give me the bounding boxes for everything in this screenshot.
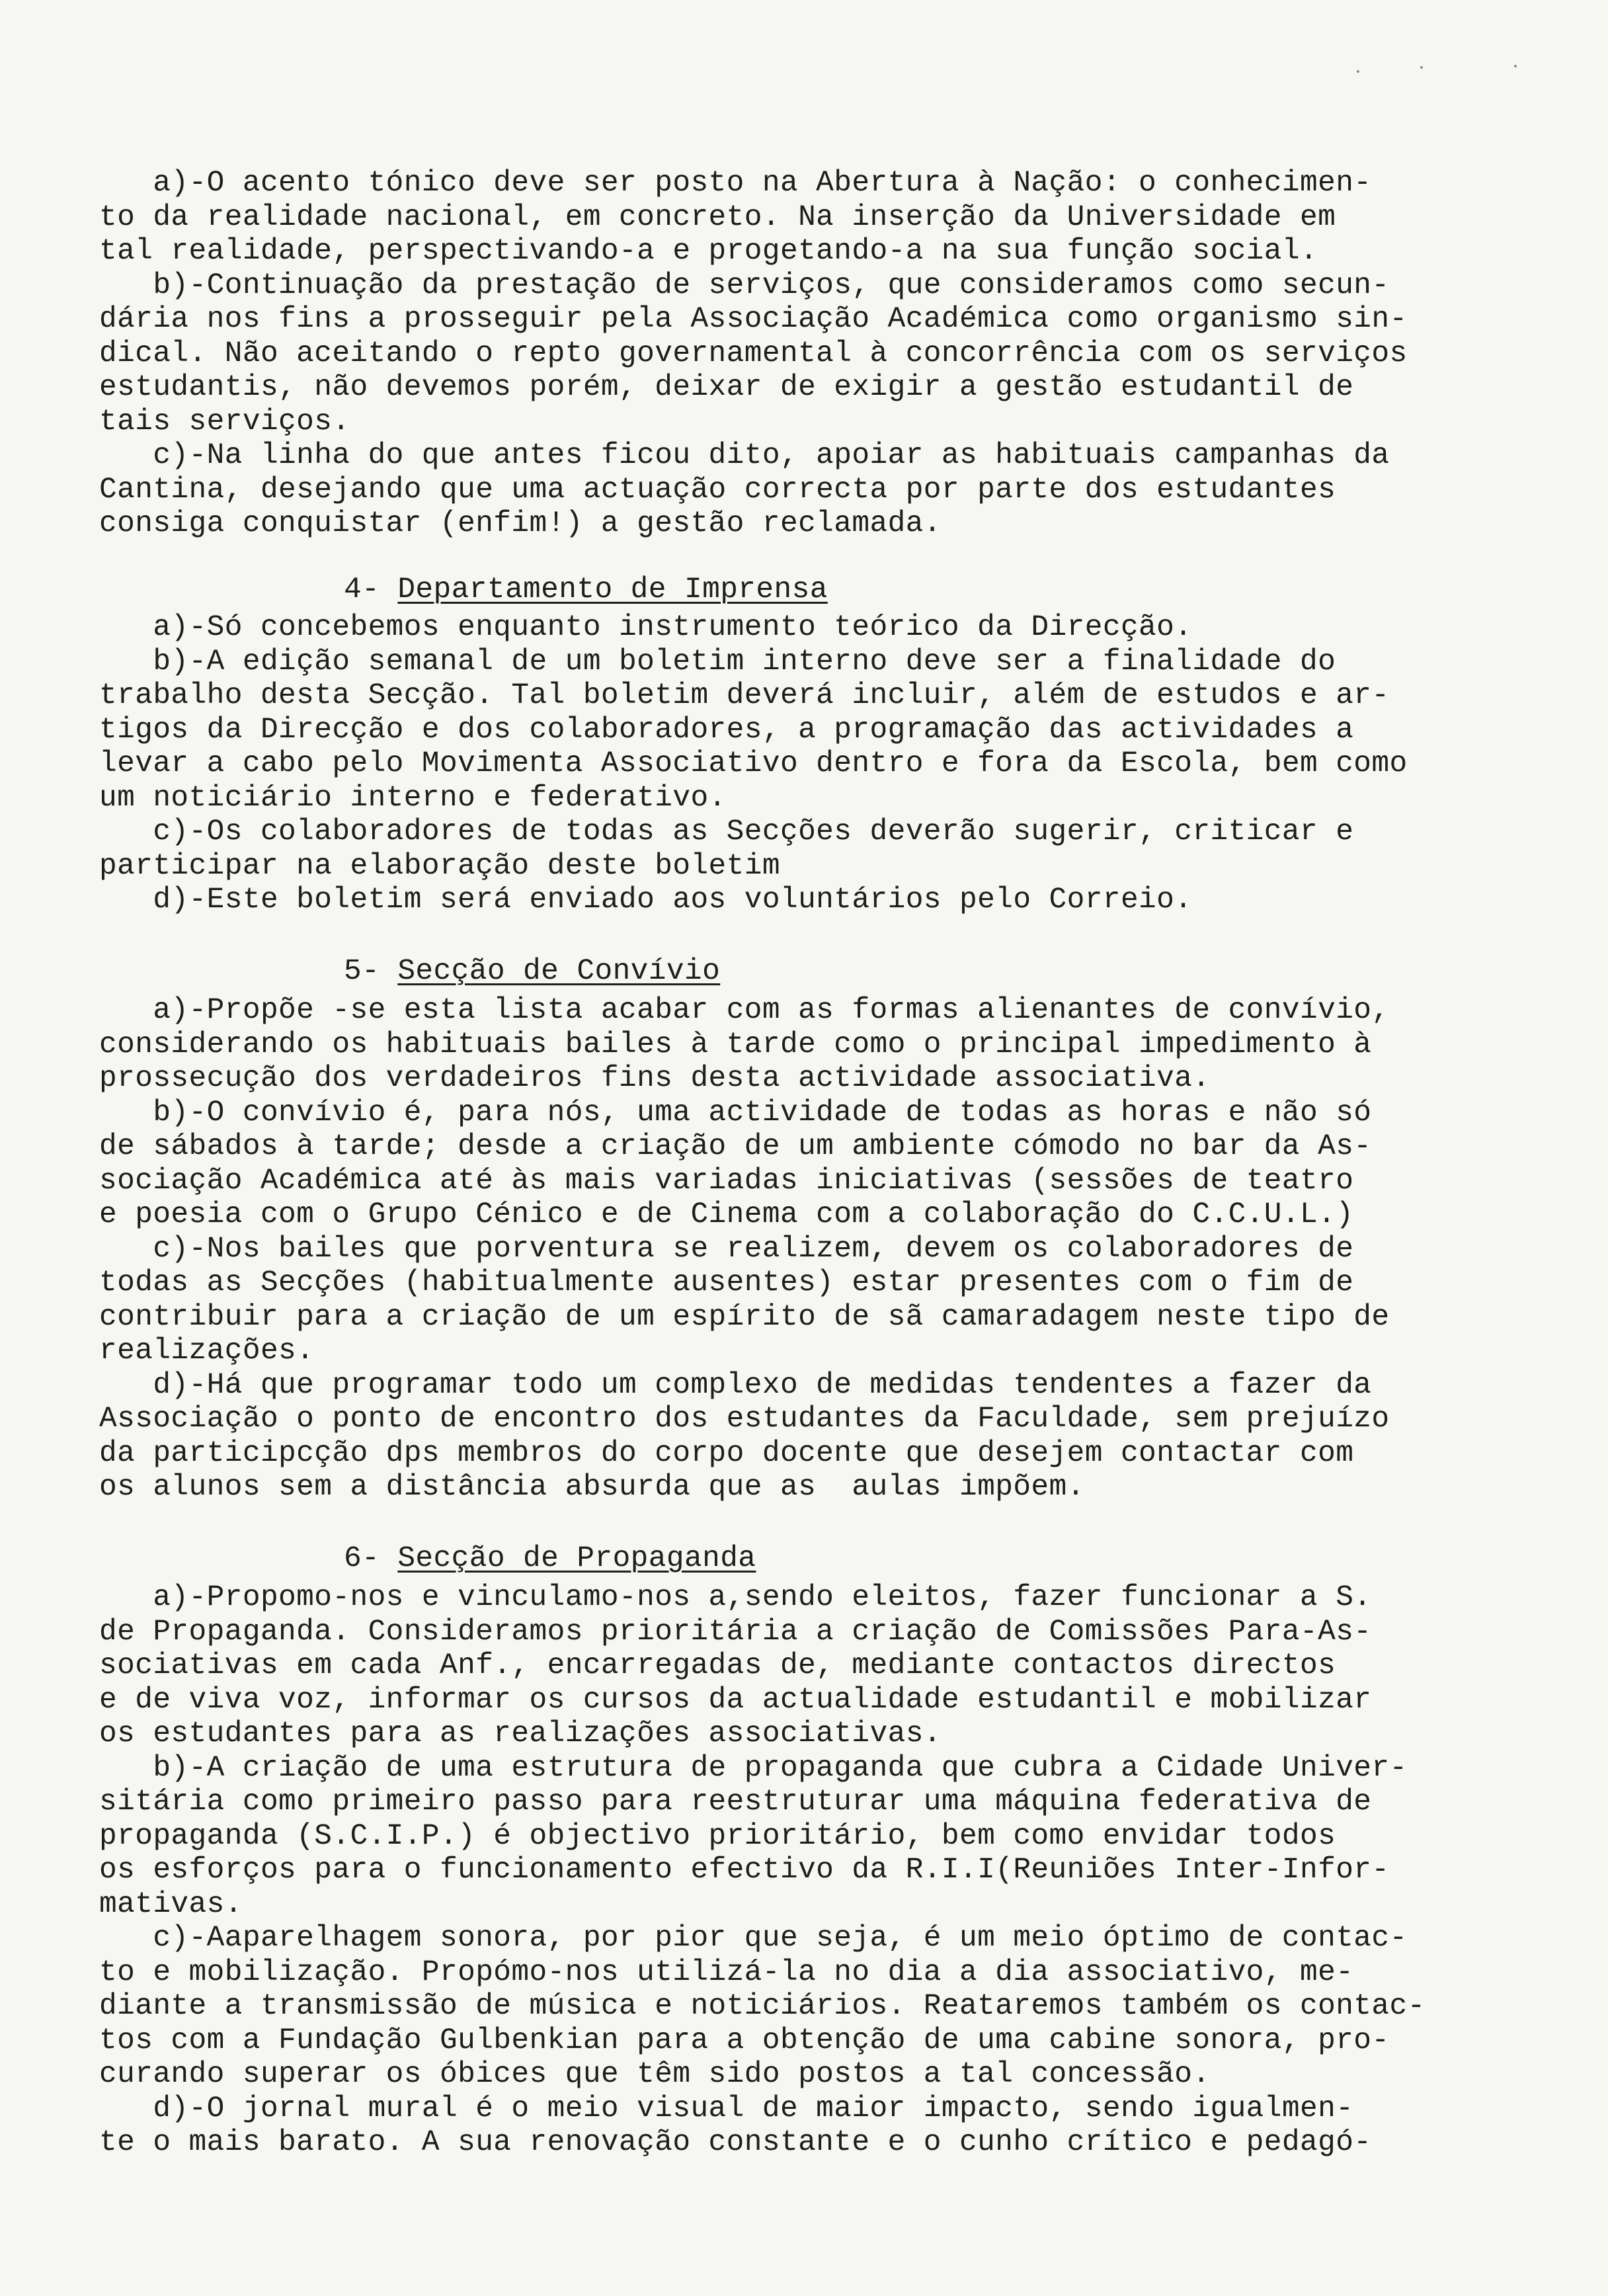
text-line: consiga conquistar (enfim!) a gestão reclamada. bbox=[99, 507, 942, 540]
section-number: 6- bbox=[344, 1541, 398, 1575]
text-line: propaganda (S.C.I.P.) é objectivo prioritário, bem como envidar todos bbox=[99, 1819, 1336, 1853]
text-line: levar a cabo pelo Movimenta Associativo dentro e fora da Escola, bem como bbox=[99, 747, 1408, 780]
text-line: de Propaganda. Consideramos prioritária a criação de Comissões Para-As- bbox=[99, 1615, 1372, 1649]
text-line: da participcção dps membros do corpo docente que desejem contactar com bbox=[99, 1436, 1354, 1470]
text-line: os esforços para o funcionamento efectivo da R.I.I(Reuniões Inter-Infor- bbox=[99, 1854, 1390, 1887]
text-line: tigos da Direcção e dos colaboradores, a programação das actividades a bbox=[99, 713, 1354, 747]
intro-block bbox=[99, 167, 1562, 542]
text-line: c)-Nos bailes que porventura se realizem, devem os colaboradores de bbox=[99, 1232, 1354, 1266]
text-line: d)-Há que programar todo um complexo de medidas tendentes a fazer da bbox=[99, 1368, 1372, 1402]
text-line: tal realidade, perspectivando-a e progetando-a na sua função social. bbox=[99, 235, 1318, 268]
section-body-convivio bbox=[99, 994, 1562, 1505]
section-heading-propaganda bbox=[99, 1542, 1562, 1577]
text-line: os alunos sem a distância absurda que as aulas impõem. bbox=[99, 1471, 1085, 1504]
text-line: e poesia com o Grupo Cénico e de Cinema com a colaboração do C.C.U.L.) bbox=[99, 1198, 1354, 1231]
text-line: to e mobilização. Propómo-nos utilizá-la no dia a dia associativo, me- bbox=[99, 1955, 1354, 1989]
scan-speck bbox=[1514, 65, 1517, 67]
text-line: sitária como primeiro passo para reestruturar uma máquina federativa de bbox=[99, 1785, 1372, 1819]
text-line: e de viva voz, informar os cursos da actualidade estudantil e mobilizar bbox=[99, 1683, 1372, 1717]
text-line: considerando os habituais bailes à tarde como o principal impedimento à bbox=[99, 1028, 1372, 1061]
scan-speck bbox=[1357, 70, 1359, 73]
text-line: b)-A edição semanal de um boletim interno deve ser a finalidade do bbox=[99, 645, 1336, 678]
text-line: c)-Os colaboradores de todas as Secções deverão sugerir, criticar e bbox=[99, 815, 1354, 848]
text-line: de sábados à tarde; desde a criação de um ambiente cómodo no bar da As- bbox=[99, 1130, 1372, 1163]
text-line: curando superar os óbices que têm sido postos a tal concessão. bbox=[99, 2058, 1211, 2091]
text-line: c)-Aaparelhagem sonora, por pior que seja, é um meio óptimo de contac- bbox=[99, 1922, 1408, 1955]
section-title: Departamento de Imprensa bbox=[397, 573, 828, 606]
text-line: dical. Não aceitando o repto governamental à concorrência com os serviços bbox=[99, 337, 1408, 370]
text-line: contribuir para a criação de um espírito de sã camaradagem neste tipo de bbox=[99, 1300, 1390, 1334]
text-line: te o mais barato. A sua renovação constante e o cunho crítico e pedagó- bbox=[99, 2126, 1372, 2159]
text-line: d)-O jornal mural é o meio visual de maior impacto, sendo igualmen- bbox=[99, 2092, 1354, 2125]
text-line: a)-O acento tónico deve ser posto na Abertura à Nação: o conhecimen- bbox=[99, 167, 1372, 200]
section-title: Secção de Propaganda bbox=[397, 1541, 756, 1575]
text-line: diante a transmissão de música e noticiários. Reataremos também os contac- bbox=[99, 1990, 1426, 2023]
section-body-propaganda bbox=[99, 1581, 1562, 2160]
text-line: trabalho desta Secção. Tal boletim deverá incluir, além de estudos e ar- bbox=[99, 679, 1390, 712]
text-line: to da realidade nacional, em concreto. Na inserção da Universidade em bbox=[99, 200, 1336, 234]
section-title: Secção de Convívio bbox=[397, 954, 721, 988]
text-line: b)-Continuação da prestação de serviços, que consideramos como secun- bbox=[99, 268, 1390, 302]
text-line: mativas. bbox=[99, 1887, 243, 1921]
section-heading-imprensa bbox=[99, 573, 1562, 608]
text-line: a)-Propõe -se esta lista acabar com as formas alienantes de convívio, bbox=[99, 994, 1390, 1027]
text-line: estudantis, não devemos porém, deixar de exigir a gestão estudantil de bbox=[99, 371, 1354, 404]
text-line: dária nos fins a prosseguir pela Associação Académica como organismo sin- bbox=[99, 303, 1408, 336]
text-line: Cantina, desejando que uma actuação correcta por parte dos estudantes bbox=[99, 473, 1336, 507]
text-line: b)-O convívio é, para nós, uma actividade de todas as horas e não só bbox=[99, 1096, 1372, 1129]
text-line: d)-Este boletim será enviado aos voluntários pelo Correio. bbox=[99, 883, 1193, 917]
text-line: os estudantes para as realizações associativas. bbox=[99, 1717, 942, 1750]
text-line: b)-A criação de uma estrutura de propaganda que cubra a Cidade Univer- bbox=[99, 1751, 1408, 1785]
text-line: participar na elaboração deste boletim bbox=[99, 849, 780, 883]
text-line: a)-Só concebemos enquanto instrumento teórico da Direcção. bbox=[99, 611, 1193, 644]
section-body-imprensa bbox=[99, 611, 1562, 918]
text-line: a)-Propomo-nos e vinculamo-nos a,sendo eleitos, fazer funcionar a S. bbox=[99, 1581, 1372, 1614]
text-line: Associação o ponto de encontro dos estudantes da Faculdade, sem prejuízo bbox=[99, 1403, 1390, 1436]
text-line: sociação Académica até às mais variadas iniciativas (sessões de teatro bbox=[99, 1164, 1354, 1198]
scan-speck bbox=[1420, 66, 1423, 69]
text-line: um noticiário interno e federativo. bbox=[99, 781, 727, 815]
text-line: tos com a Fundação Gulbenkian para a obtenção de uma cabine sonora, pro- bbox=[99, 2024, 1390, 2057]
text-line: tais serviços. bbox=[99, 405, 350, 438]
text-line: prossecução dos verdadeiros fins desta actividade associativa. bbox=[99, 1062, 1211, 1095]
text-line: sociativas em cada Anf., encarregadas de, mediante contactos directos bbox=[99, 1649, 1336, 1682]
text-line: c)-Na linha do que antes ficou dito, apoiar as habituais campanhas da bbox=[99, 439, 1390, 472]
section-number: 4- bbox=[344, 573, 398, 606]
text-line: todas as Secções (habitualmente ausentes) estar presentes com o fim de bbox=[99, 1266, 1354, 1299]
text-line: realizações. bbox=[99, 1334, 315, 1368]
section-heading-convivio bbox=[99, 955, 1562, 989]
section-number: 5- bbox=[344, 954, 398, 988]
